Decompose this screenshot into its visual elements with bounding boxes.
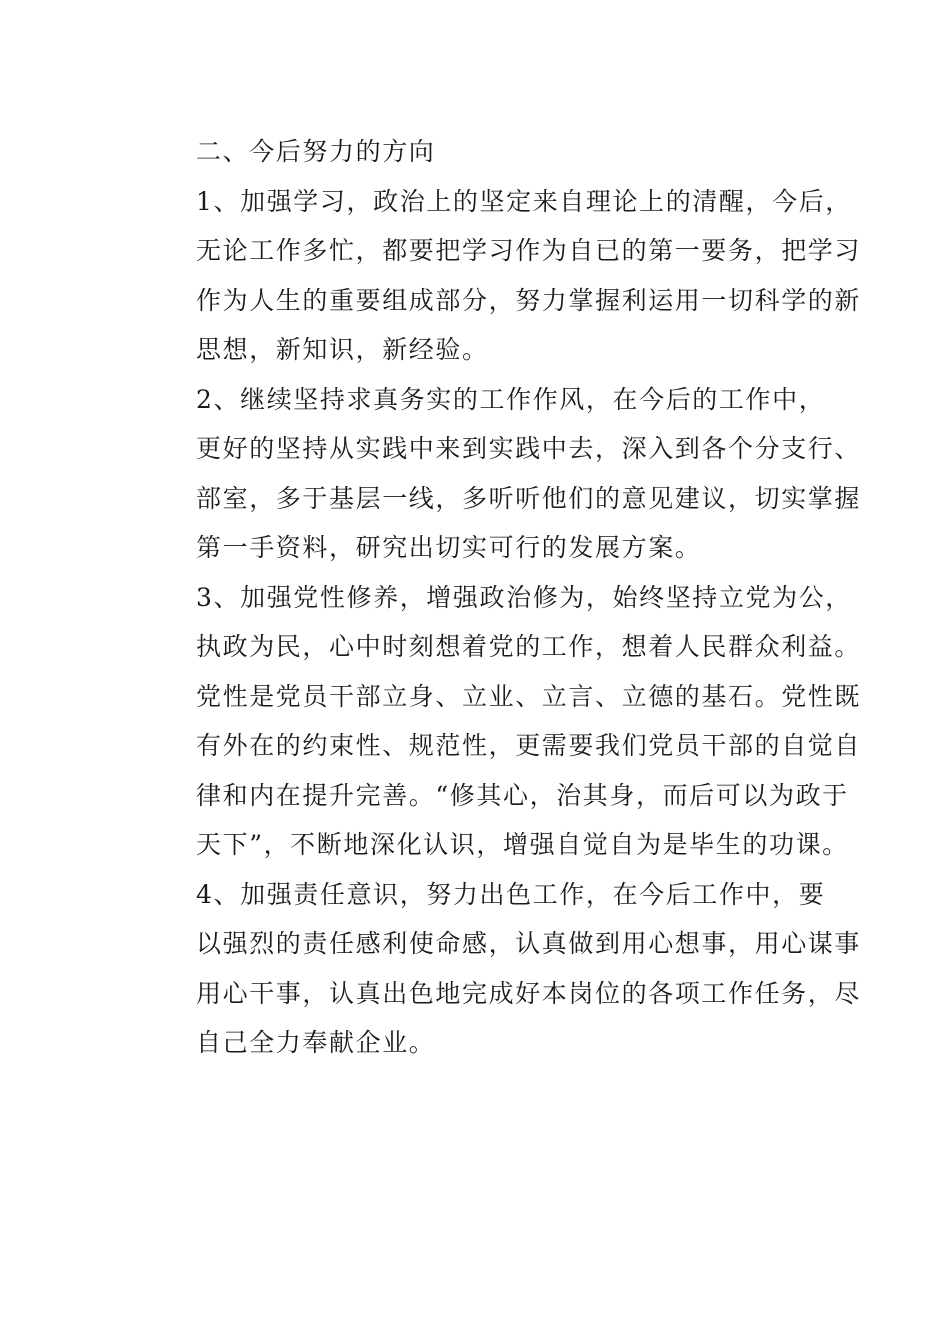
paragraph-line: 4、加强责任意识，努力出色工作，在今后工作中，要 (196, 879, 826, 909)
section-heading: 二、今后努力的方向 (196, 137, 436, 166)
paragraph-4 (146, 870, 862, 1068)
paragraph-2 (146, 375, 862, 573)
paragraph-line: 以强烈的责任感利使命感，认真做到用心想事，用心谋事 (196, 929, 862, 958)
paragraph-3 (146, 573, 862, 870)
paragraph-line: 自己全力奉献企业。 (196, 1028, 436, 1057)
paragraph-line: 作为人生的重要组成部分，努力掌握利运用一切科学的新 (196, 285, 862, 315)
paragraph-line: 律和内在提升完善。“修其心，治其身，而后可以为政于 (196, 780, 849, 810)
paragraph-line: 执政为民，心中时刻想着党的工作，想着人民群众利益。 (196, 632, 862, 661)
paragraph-line: 思想，新知识，新经验。 (196, 335, 489, 364)
paragraph-line: 天下”，不断地深化认识，增强自觉自为是毕生的功课。 (196, 830, 849, 859)
paragraph-line: 有外在的约束性、规范性，更需要我们党员干部的自觉自 (196, 731, 862, 760)
paragraph-1 (146, 177, 862, 375)
paragraph-line: 1、加强学习，政治上的坚定来自理论上的清醒，今后， (196, 186, 852, 216)
paragraph-line: 2、继续坚持求真务实的工作作风，在今后的工作中， (196, 384, 826, 414)
paragraph-line: 3、加强党性修养，增强政治修为，始终坚持立党为公， (196, 582, 852, 612)
paragraph-line: 用心干事，认真出色地完成好本岗位的各项工作任务，尽 (196, 978, 862, 1008)
document-body (146, 127, 862, 1068)
paragraph-line: 部室，多于基层一线，多听听他们的意见建议，切实掌握 (196, 483, 862, 513)
paragraph-line: 更好的坚持从实践中来到实践中去，深入到各个分支行、 (196, 434, 862, 463)
paragraph-line: 第一手资料，研究出切实可行的发展方案。 (196, 533, 702, 562)
paragraph-line: 党性是党员干部立身、立业、立言、立德的基石。党性既 (196, 681, 862, 711)
paragraph-line: 无论工作多忙，都要把学习作为自已的第一要务，把学习 (196, 236, 862, 265)
